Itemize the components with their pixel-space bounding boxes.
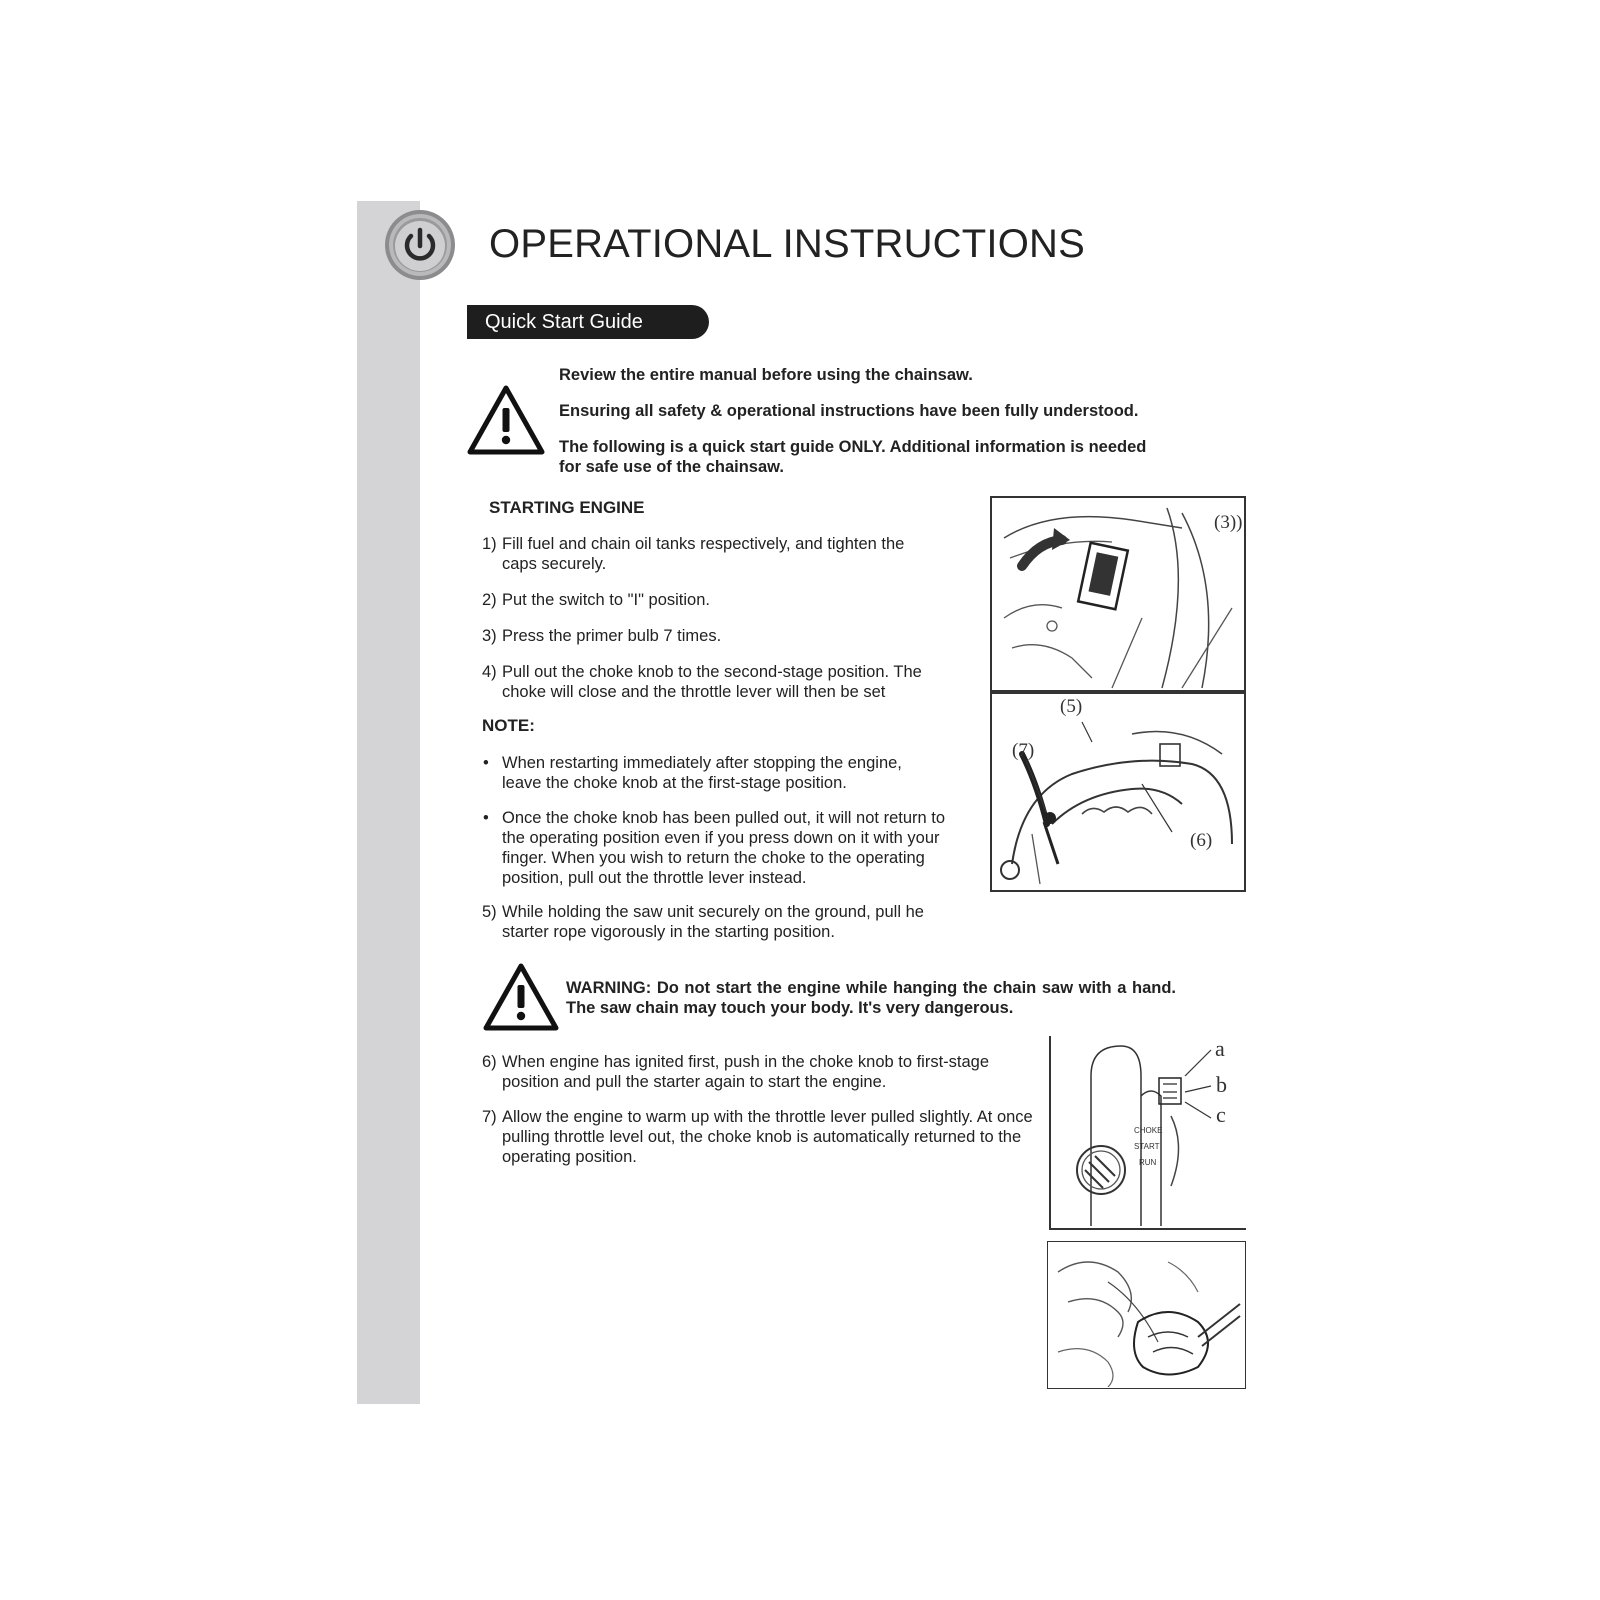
warning-triangle-icon	[466, 384, 546, 461]
step-number: 5)	[482, 903, 497, 921]
step-number: 4)	[482, 663, 497, 681]
power-icon	[383, 208, 457, 282]
step-number: 7)	[482, 1108, 497, 1126]
step-6	[482, 1052, 1002, 1092]
step-number: 1)	[482, 535, 497, 553]
figure-label-7: (7)	[1012, 740, 1035, 761]
side-bar	[357, 201, 420, 1404]
caution-line-2: Ensuring all safety & operational instructions have been fully understood.	[559, 402, 1139, 420]
step-1	[482, 534, 922, 574]
figure-label-3: (3))	[1214, 512, 1243, 533]
step-7	[482, 1107, 1037, 1167]
note-item-2: • Once the choke knob has been pulled out, it will not return to the operating position even if you press down on it with your finger. When you wish to return the choke to the operating position, pull out the throttle lever instead.	[483, 808, 963, 888]
step-text: Press the primer bulb 7 times.	[502, 627, 722, 645]
warning-text: WARNING: Do not start the engine while hanging the chain saw with a hand. The saw chain may touch your body. It's very dangerous.	[566, 979, 1176, 1017]
step-text: Fill fuel and chain oil tanks respectively, and tighten the caps securely.	[502, 535, 905, 573]
figure-switch	[990, 496, 1246, 692]
step-number: 2)	[482, 591, 497, 609]
step-text: Put the switch to "I" position.	[502, 591, 710, 609]
figure-label-b: b	[1216, 1072, 1227, 1097]
section-heading-starting-engine: STARTING ENGINE	[489, 498, 645, 517]
note-item-1: • When restarting immediately after stopping the engine, leave the choke knob at the first-stage position.	[483, 753, 943, 793]
figure-label-a: a	[1215, 1036, 1225, 1061]
step-text: Allow the engine to warm up with the throttle lever pulled slightly. At once pulling throttle level out, the choke knob is automatically returned to the operating position.	[502, 1108, 1033, 1166]
figure-choke-positions	[1049, 1036, 1246, 1230]
choke-mark-label: CHOKE	[1134, 1126, 1163, 1135]
figure-label-6: (6)	[1190, 830, 1213, 851]
step-3	[482, 626, 922, 646]
figure-label-c: c	[1216, 1102, 1226, 1127]
step-2	[482, 590, 922, 610]
section-tab: Quick Start Guide	[467, 305, 709, 339]
caution-line-3: The following is a quick start guide ONLY. Additional information is needed for safe use of the chainsaw.	[559, 438, 1147, 476]
step-text: When engine has ignited first, push in the choke knob to first-stage position and pull the starter again to start the engine.	[502, 1053, 990, 1091]
step-text: Pull out the choke knob to the second-stage position. The choke will close and the throttle lever will then be set	[502, 663, 922, 701]
figure-label-5: (5)	[1060, 696, 1083, 717]
start-mark-label: START	[1134, 1142, 1160, 1151]
note-text: When restarting immediately after stopping the engine, leave the choke knob at the first-stage position.	[502, 754, 902, 792]
note-text: Once the choke knob has been pulled out, it will not return to the operating position even if you press down on it with your finger. When you wish to return the choke to the operating position, pull out the throttle lever instead.	[502, 809, 946, 887]
step-number: 3)	[482, 627, 497, 645]
run-mark-label: RUN	[1139, 1158, 1157, 1167]
page-title: OPERATIONAL INSTRUCTIONS	[489, 222, 1085, 266]
note-heading: NOTE:	[482, 716, 535, 735]
caution-line-1: Review the entire manual before using the chainsaw.	[559, 366, 973, 384]
step-5	[482, 902, 942, 942]
figure-starting-saw	[1047, 1241, 1246, 1389]
step-text: While holding the saw unit securely on the ground, pull he starter rope vigorously in the starting position.	[502, 903, 924, 941]
figure-choke	[990, 692, 1246, 892]
step-4	[482, 662, 967, 702]
step-number: 6)	[482, 1053, 497, 1071]
warning-triangle-icon	[482, 962, 560, 1037]
